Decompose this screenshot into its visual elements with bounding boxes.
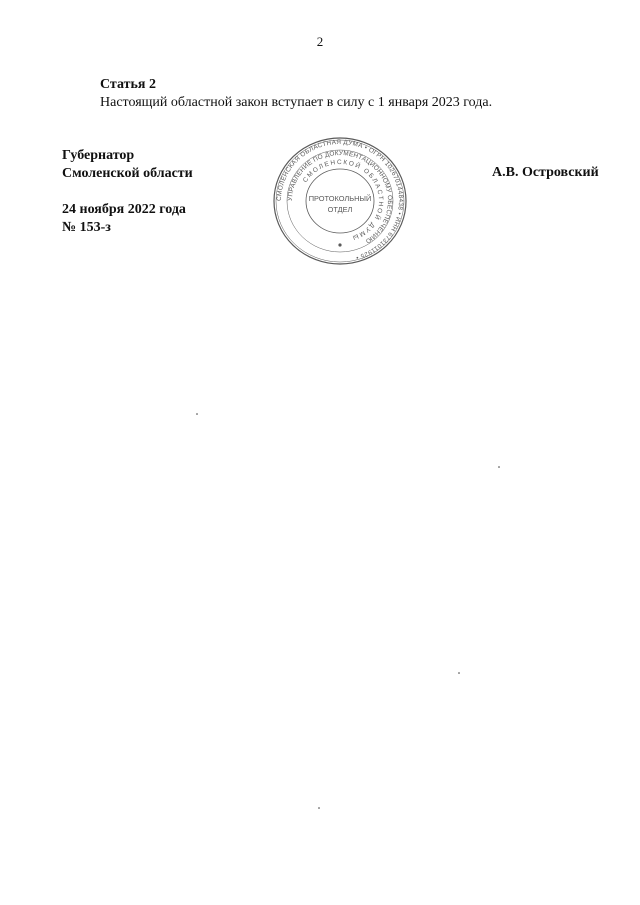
official-seal — [265, 135, 415, 267]
signer-position-line1: Губернатор — [62, 148, 135, 163]
seal-outer-text: СМОЛЕНСКАЯ ОБЛАСТНАЯ ДУМА • ОГРН 1026701448438 • ИНН 6731011925 • — [275, 138, 405, 261]
signer-position-line2: Смоленской области — [62, 166, 193, 181]
seal-middle-text: УПРАВЛЕНИЕ ПО ДОКУМЕНТАЦИОННОМУ ОБЕСПЕЧЕНИЮ — [286, 149, 394, 245]
page-number: 2 — [316, 34, 324, 49]
scan-speck — [458, 672, 460, 674]
seal-center-line1: ПРОТОКОЛЬНЫЙ — [308, 194, 372, 203]
seal-star-icon — [338, 243, 341, 246]
scan-speck — [318, 807, 320, 809]
article-text: Настоящий областной закон вступает в силу с 1 января 2023 года. — [100, 95, 493, 110]
signer-name: А.В. Островский — [492, 165, 599, 180]
scan-speck — [196, 413, 198, 415]
signing-date: 24 ноября 2022 года — [62, 202, 186, 217]
signature-block — [62, 147, 193, 237]
law-number: № 153-з — [62, 220, 111, 235]
scan-speck — [498, 466, 500, 468]
seal-center-line2: ОТДЕЛ — [327, 205, 353, 214]
seal-inner-text: СМОЛЕНСКОЙ ОБЛАСТНОЙ ДУМЫ — [301, 158, 385, 242]
article-block — [100, 76, 492, 112]
article-heading: Статья 2 — [100, 77, 156, 92]
